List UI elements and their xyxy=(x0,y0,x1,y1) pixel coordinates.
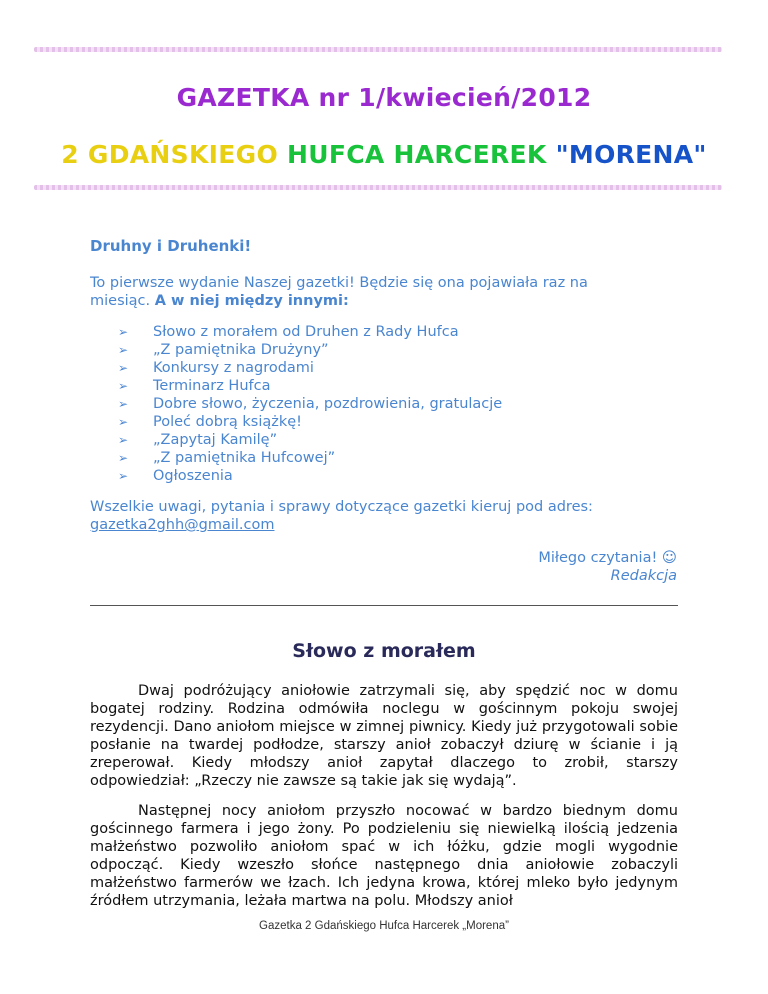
contents-list xyxy=(118,323,502,485)
contents-list-item-label: „Zapytaj Kamilę” xyxy=(153,432,278,448)
contents-list-item-label: „Z pamiętnika Drużyny” xyxy=(153,342,329,358)
intro-paragraph xyxy=(90,274,650,310)
contents-list-item xyxy=(118,359,502,377)
email-link[interactable]: gazetka2ghh@gmail.com xyxy=(90,517,275,533)
arrow-bullet-icon: ➢ xyxy=(118,325,129,339)
intro-bold-text: A w niej między innymi: xyxy=(154,293,349,309)
contents-list-item-label: Konkursy z nagrodami xyxy=(153,360,314,376)
contents-list-item-label: Dobre słowo, życzenia, pozdrowienia, gratulacje xyxy=(153,396,503,412)
contents-list-item xyxy=(118,449,502,467)
contents-list-item xyxy=(118,413,502,431)
contents-list-item-label: Słowo z morałem od Druhen z Rady Hufca xyxy=(153,324,459,340)
article-paragraph-2 xyxy=(90,802,678,910)
contents-list-item xyxy=(118,395,502,413)
signoff xyxy=(538,549,677,585)
intro-text: To pierwsze wydanie Naszej gazetki! Będzie się ona pojawiała raz na miesiąc. xyxy=(90,275,588,309)
article-paragraph-1-text: Dwaj podróżujący aniołowie zatrzymali się, aby spędzić noc w domu bogatej rodziny. Rodzina odmówiła noclegu w gościnnym pokoju swojej rezydencji. Dano aniołom miejsce w zimnej piwnicy. Kiedy już przygotowali sobie posłanie na twardej podłodze, starszy anioł zobaczył dziurę w ścianie i ją zreperował. Kiedy młodszy anioł zapytał dlaczego to zrobił, starszy odpowiedział: „Rzeczy nie zawsze są takie jak się wydają”. xyxy=(90,683,678,789)
contents-list-item-label: Poleć dobrą książkę! xyxy=(153,414,302,430)
article-paragraph-1 xyxy=(90,682,678,790)
greeting: Druhny i Druhenki! xyxy=(90,237,252,255)
newsletter-title: GAZETKA nr 1/kwiecień/2012 xyxy=(176,83,592,112)
bottom-decorative-rule xyxy=(34,185,722,190)
contents-list-item xyxy=(118,431,502,449)
contents-list-item-label: Ogłoszenia xyxy=(153,468,233,484)
article-paragraph-2-text: Następnej nocy aniołom przyszło nocować w bardzo biednym domu gościnnego farmera i jego żony. Po podzieleniu się niewielką ilością jedzenia małżeństwo pozwoliło aniołom spać w ich łóżku, gdzie mogli wygodnie odpocząć. Kiedy wzeszło słońce następnego dnia aniołowie zobaczyli małżeństwo farmerów we łzach. Ich jedyna krowa, której mleko było jedynym źródłem utrzymania, leżała martwa na polu. Młodszy anioł xyxy=(90,803,678,909)
arrow-bullet-icon: ➢ xyxy=(118,469,129,483)
contents-list-item xyxy=(118,377,502,395)
contents-list-item xyxy=(118,467,502,485)
contents-list-item xyxy=(118,341,502,359)
arrow-bullet-icon: ➢ xyxy=(118,433,129,447)
signoff-line: Miłego czytania! ☺ xyxy=(538,550,677,566)
troop-name-part2: HUFCA HARCEREK xyxy=(287,140,547,169)
arrow-bullet-icon: ➢ xyxy=(118,343,129,357)
page-footer: Gazetka 2 Gdańskiego Hufca Harcerek „Morena” xyxy=(259,920,509,932)
arrow-bullet-icon: ➢ xyxy=(118,361,129,375)
troop-name-title xyxy=(0,140,768,169)
signoff-name: Redakcja xyxy=(610,568,677,584)
contents-list-item-label: „Z pamiętnika Hufcowej” xyxy=(153,450,336,466)
article-title: Słowo z morałem xyxy=(292,640,476,662)
top-decorative-rule xyxy=(34,47,722,52)
arrow-bullet-icon: ➢ xyxy=(118,379,129,393)
troop-name-part3: "MORENA" xyxy=(555,140,707,169)
section-divider xyxy=(90,605,678,606)
arrow-bullet-icon: ➢ xyxy=(118,451,129,465)
contact-paragraph xyxy=(90,498,710,534)
contents-list-item-label: Terminarz Hufca xyxy=(153,378,271,394)
contact-text: Wszelkie uwagi, pytania i sprawy dotyczące gazetki kieruj pod adres: xyxy=(90,499,593,515)
contents-list-item xyxy=(118,323,502,341)
arrow-bullet-icon: ➢ xyxy=(118,415,129,429)
arrow-bullet-icon: ➢ xyxy=(118,397,129,411)
troop-name-part1: 2 GDAŃSKIEGO xyxy=(61,140,278,169)
